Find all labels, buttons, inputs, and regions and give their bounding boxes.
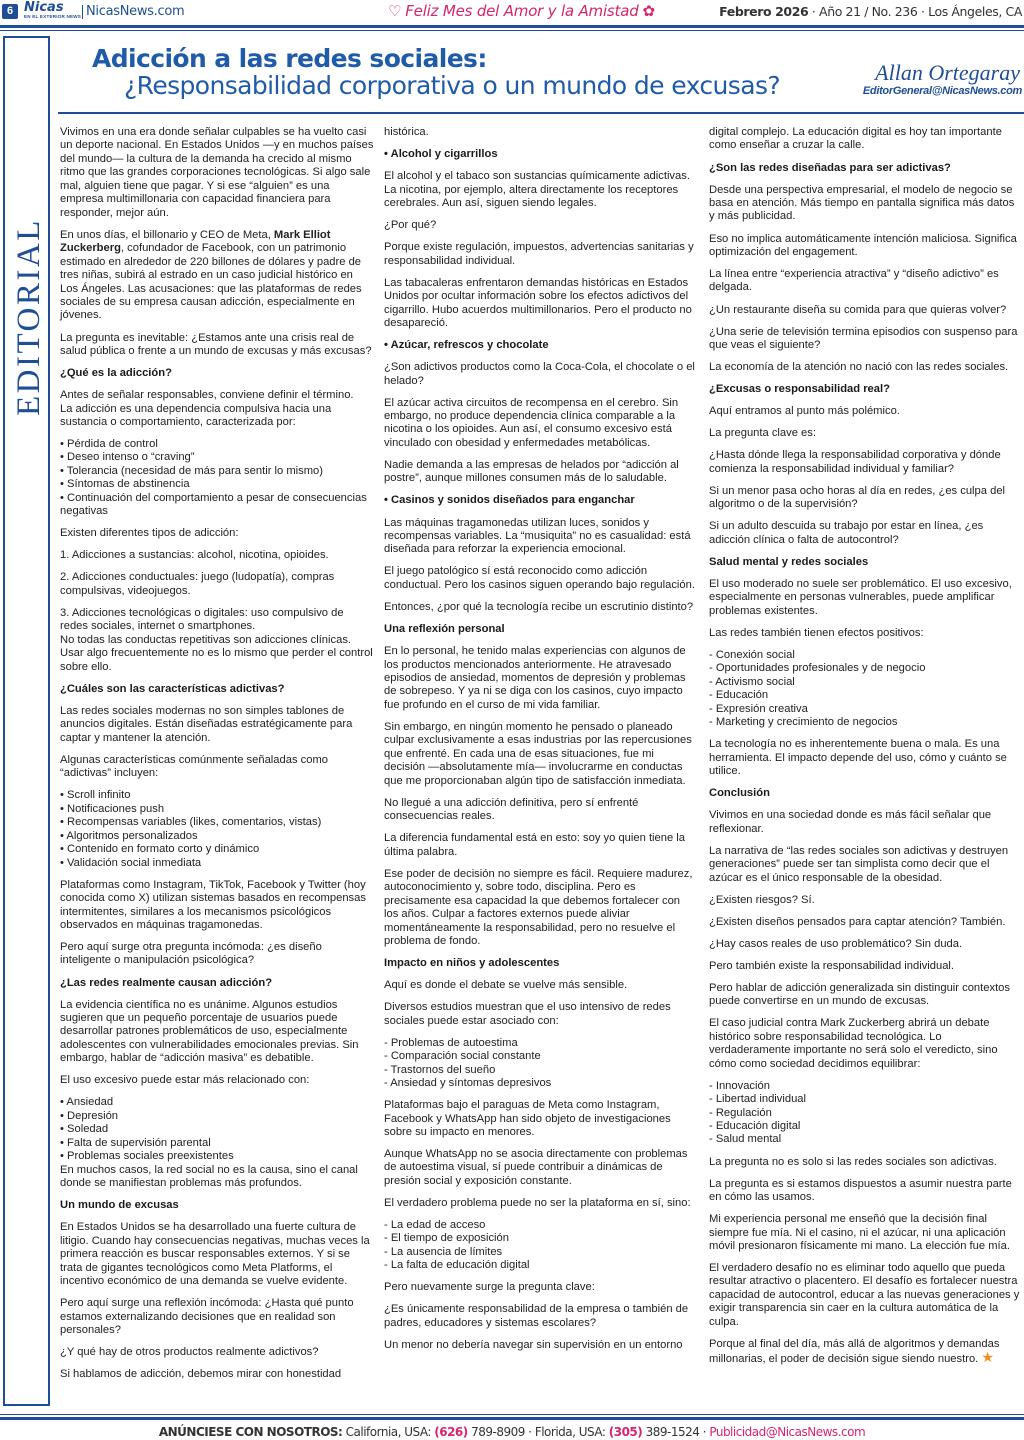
paragraph: ¿Hay casos reales de uso problemático? Sin duda. — [709, 937, 963, 950]
paragraph: La narrativa de “las redes sociales son adictivas y destruyen generaciones” puede ser tan simplista como decir que el azúcar es el único responsable de la obesidad. — [709, 844, 1009, 884]
paragraph: El verdadero desafío no es eliminar todo aquello que pueda resultar atractivo o placentero. El desafío es fortalecer nuestra capacidad de autocontrol, educar a las nuevas generaciones y exigir transparencia sin caer en la cultura automática de la culpa. — [709, 1262, 1020, 1328]
list-item: - Innovación — [709, 1079, 770, 1092]
list-item: - La ausencia de límites — [384, 1245, 503, 1258]
bullet-list — [60, 789, 374, 870]
paragraph: Entonces, ¿por qué la tecnología recibe un escrutinio distinto? — [384, 600, 694, 613]
paragraph: 3. Adicciones tecnológicas o digitales: uso compulsivo de redes sociales, internet o smartphones. — [60, 606, 344, 633]
list-item: - Marketing y crecimiento de negocios — [709, 716, 898, 729]
paragraph: El caso judicial contra Mark Zuckerberg abrirá un debate histórico sobre responsabilidad tecnológica. Lo verdaderamente importante no será solo el veredicto, sino cómo como sociedad decidimos equilibrar: — [709, 1017, 998, 1070]
paragraph: El verdadero problema puede no ser la plataforma en sí, sino: — [384, 1196, 691, 1209]
paragraph: El uso moderado no suele ser problemático. El uso excesivo, especialmente en personas vulnerables, puede amplificar problemas existentes. — [709, 577, 1012, 617]
advertising-footer — [0, 1425, 1024, 1439]
phone-area-code: (305) — [608, 1425, 643, 1439]
paragraph: Las máquinas tragamonedas utilizan luces, sonidos y recompensas variables. La “musiquita” no es casualidad: está diseñada para reforzar la experiencia emocional. — [384, 516, 691, 556]
person-name: Mark Elliot Zuckerberg — [60, 228, 331, 255]
list-item: - La edad de acceso — [384, 1219, 486, 1232]
issue-date: Febrero 2026 — [719, 4, 809, 19]
dash-list — [384, 1037, 697, 1091]
promo-banner — [388, 2, 655, 20]
paragraph: En lo personal, he tenido malas experiencias con algunos de los productos mencionados anteriormente. He atravesado episodios de ansiedad, momentos de depresión y problemas de sobrepeso. Y ya ni se diga con los casinos, cuyo impacto fue profundo en el curso de mi vida familiar. — [384, 645, 686, 711]
paragraph: La pregunta no es solo si las redes sociales son adictivas. — [709, 1155, 997, 1168]
flower-icon: ✿ — [642, 2, 655, 20]
list-item: - Libertad individual — [709, 1093, 807, 1106]
author-name: Allan Ortegaray — [875, 60, 1020, 85]
paragraph: ¿Existen diseños pensados para captar atención? También. — [709, 915, 1006, 928]
phone-area-code: (626) — [434, 1425, 468, 1439]
paragraph: Algunas características comúnmente señaladas como “adictivas” incluyen: — [60, 753, 329, 780]
paragraph: La pregunta clave es: — [709, 427, 816, 440]
paragraph: Las tabacaleras enfrentaron demandas históricas en Estados Unidos por ocultar información sobre los efectos adictivos del cigarrillo. Hubo acuerdos multimillonarios. Pero el producto no desapareció. — [384, 276, 692, 329]
paragraph: Eso no implica automáticamente intención maliciosa. Significa optimización del engagement. — [709, 232, 1017, 258]
paragraph: Mi experiencia personal me enseñó que la decisión final siempre fue mía. Ni el casino, ni el azúcar, ni una aplicación móvil presionaron físicamente mi mano. La elección fue mía. — [709, 1213, 1010, 1252]
paragraph: Aquí entramos al punto más polémico. — [709, 405, 900, 418]
paragraph: La economía de la atención no nació con las redes sociales. — [709, 361, 1009, 374]
paragraph: Ese poder de decisión no siempre es fácil. Requiere madurez, autoconocimiento y, sobre todo, disciplina. Pero es precisamente esa capacidad la que debemos fortalecer con los años. Culpar a factores externos puede aliviar momentáneamente la responsabilidad, pero no resuelve el problema de fondo. — [384, 867, 693, 948]
paragraph: Nadie demanda a las empresas de helados por “adicción al postre”, aunque millones consumen más de lo saludable. — [384, 458, 679, 485]
paragraph: ¿Y qué hay de otros productos realmente adictivos? — [60, 1346, 319, 1359]
paragraph — [709, 1338, 1022, 1367]
subheading: • Alcohol y cigarrillos — [384, 148, 498, 161]
headline-line-2: ¿Responsabilidad corporativa o un mundo de excusas? — [124, 71, 781, 100]
paragraph: Pero aquí surge una reflexión incómoda: ¿Hasta qué punto estamos externalizando decisiones que en realidad son personales? — [60, 1297, 354, 1337]
logo-subtitle: EN EL EXTERIOR NEWS — [24, 14, 82, 19]
paragraph: ¿Existen riesgos? Sí. — [709, 893, 815, 906]
list-item: • Recompensas variables (likes, comentarios, vistas) — [60, 816, 322, 829]
list-item: - Conexión social — [709, 648, 795, 661]
paragraph: El azúcar activa circuitos de recompensa en el cerebro. Sin embargo, no produce dependencia clínica comparable a la nicotina o los opioides. Aun así, el consumo excesivo está vinculado con obesidad y enfermedades metabólicas. — [384, 396, 679, 449]
subheading: • Azúcar, refrescos y chocolate — [384, 339, 549, 351]
page-header — [0, 0, 1024, 24]
paragraph: En muchos casos, la red social no es la causa, sino el canal donde se manifiestan problemas más profundos. — [60, 1163, 358, 1190]
subheading: Un mundo de excusas — [60, 1199, 179, 1212]
paragraph: Vivimos en una era donde señalar culpables se ha vuelto casi un deporte nacional. En Estados Unidos —y en muchos países del mundo— la cultura de la demanda ha crecido al mismo ritmo que las grandes corporaciones tecnológicas. Si algo sale mal, alguien tiene que pagar. Y si ese “alguien” es una empresa multimillonaria con capacidad financiera para responder, mejor aún. — [60, 126, 374, 219]
list-item: • Notificaciones push — [60, 802, 165, 815]
subheading: ¿Qué es la adicción? — [60, 367, 172, 380]
paragraph: Aunque WhatsApp no se asocia directamente con problemas de autoestima visual, sí puede contribuir a dinámicas de presión social y exposición constante. — [384, 1148, 688, 1187]
paragraph: Plataformas como Instagram, TikTok, Facebook y Twitter (hoy conocida como X) utilizan sistemas basados en recompensas intermitentes, similares a los mecanismos psicológicos observados en máquinas tragamonedas. — [60, 878, 366, 931]
paragraph: No llegué a una adicción definitiva, pero sí enfrenté consecuencias reales. — [384, 796, 639, 823]
end-star-icon: ★ — [981, 1349, 994, 1366]
list-item: - Oportunidades profesionales y de negocio — [709, 662, 926, 675]
paragraph — [60, 229, 374, 323]
list-item: • Depresión — [60, 1109, 119, 1122]
subheading: ¿Las redes realmente causan adicción? — [60, 976, 273, 989]
subheading: ¿Son las redes diseñadas para ser adictivas? — [709, 161, 951, 174]
paragraph: Si un menor pasa ocho horas al día en redes, ¿es culpa del algoritmo o de la supervisión? — [709, 484, 1006, 511]
paragraph: histórica. — [384, 126, 429, 138]
paragraph: ¿Una serie de televisión termina episodios con suspenso para que veas el siguiente? — [709, 325, 1018, 351]
list-item: - Regulación — [709, 1106, 772, 1119]
list-item: • Tolerancia (necesidad de más para sentir lo mismo) — [60, 464, 324, 477]
paragraph: La tecnología no es inherentemente buena o mala. Es una herramienta. El impacto depende del uso, cómo y cuánto se utilice. — [709, 738, 1007, 777]
list-item: • Deseo intenso o “craving” — [60, 451, 195, 464]
subheading: Conclusión — [709, 787, 770, 800]
list-item: • Continuación del comportamiento a pesar de consecuencias negativas — [60, 491, 367, 518]
paragraph: La evidencia científica no es unánime. Algunos estudios sugieren que un pequeño porcentaje de usuarios puede desarrollar patrones problemáticos de uso, especialmente adolescentes con vulnerabilidades emocionales previas. Sin embargo, hablar de “adicción masiva” es debatible. — [60, 998, 359, 1065]
nicas-logo[interactable] — [24, 2, 80, 22]
paragraph: La pregunta es inevitable: ¿Estamos ante una crisis real de salud pública o frente a un mundo de excusas y más excusas? — [60, 331, 372, 357]
list-item: - Activismo social — [709, 675, 795, 688]
list-item: • Ansiedad — [60, 1096, 114, 1109]
paragraph: El juego patológico sí está reconocido como adicción conductual. Pero los casinos siguen operando bajo regulación. — [384, 565, 695, 591]
list-item: • Algoritmos personalizados — [60, 829, 198, 842]
paragraph: 1. Adicciones a sustancias: alcohol, nicotina, opioides. — [60, 549, 329, 562]
paragraph: El alcohol y el tabaco son sustancias químicamente adictivas. La nicotina, por ejemplo, altera directamente los receptores cerebrales. Aun así, siguen siendo legales. — [384, 170, 690, 209]
paragraph: No todas las conductas repetitivas son adicciones clínicas. Usar algo frecuentemente no es lo mismo que perder el control sobre ello. — [60, 633, 373, 673]
subheading: ¿Cuáles son las características adictivas? — [60, 682, 285, 695]
paragraph: Existen diferentes tipos de adicción: — [60, 527, 239, 540]
paragraph: El uso excesivo puede estar más relacionado con: — [60, 1074, 310, 1087]
list-item: • Validación social inmediata — [60, 856, 202, 869]
dash-list — [384, 1219, 697, 1273]
author-email-link[interactable]: EditorGeneral@NicasNews.com — [862, 85, 1022, 97]
paragraph: Aquí es donde el debate se vuelve más sensible. — [384, 979, 628, 992]
closing-text: Porque al final del día, más allá de algoritmos y demandas millonarias, el poder de decisión sigue siendo nuestro. — [709, 1337, 1000, 1366]
list-item: - Problemas de autoestima — [384, 1036, 518, 1049]
paragraph: La pregunta es si estamos dispuestos a asumir nuestra parte en cómo las usamos. — [709, 1177, 1012, 1203]
paragraph: Si un adulto descuida su trabajo por estar en línea, ¿es adicción clínica o falta de autocontrol? — [709, 520, 984, 546]
list-item: • Scroll infinito — [60, 789, 131, 802]
heart-icon: ♡ — [388, 2, 402, 20]
headline-rule — [58, 112, 1024, 114]
header-rule-thick — [0, 25, 1024, 28]
list-item: - Salud mental — [709, 1133, 782, 1146]
list-item: • Pérdida de control — [60, 438, 158, 451]
subheading: Una reflexión personal — [384, 623, 505, 635]
page-number: 6 — [2, 4, 18, 19]
dash-list — [709, 1080, 1022, 1147]
paragraph: Diversos estudios muestran que el uso intensivo de redes sociales puede estar asociado con: — [384, 1001, 671, 1027]
list-item: • Soledad — [60, 1123, 109, 1136]
list-item: - El tiempo de exposición — [384, 1232, 509, 1245]
paragraph: La línea entre “experiencia atractiva” y “diseño adictivo” es delgada. — [709, 268, 999, 294]
footer-label: ANÚNCIESE CON NOSOTROS: — [158, 1425, 343, 1439]
promo-text: Feliz Mes del Amor y la Amistad — [405, 2, 639, 20]
subheading: Salud mental y redes sociales — [709, 555, 869, 568]
list-item: • Síntomas de abstinencia — [60, 478, 190, 491]
list-item: - Educación digital — [709, 1120, 801, 1132]
paragraph: Si hablamos de adicción, debemos mirar con honestidad — [60, 1368, 342, 1381]
paragraph: ¿Por qué? — [384, 219, 437, 232]
header-divider — [82, 5, 83, 19]
list-item: • Contenido en formato corto y dinámico — [60, 843, 260, 856]
paragraph: Las redes sociales modernas no son simples tablones de anuncios digitales. Están diseñadas estratégicamente para captar y mantener la atención. — [60, 704, 353, 744]
paragraph: digital complejo. La educación digital es hoy tan importante como enseñar a cruzar la calle. — [709, 126, 1002, 152]
paragraph: Pero también existe la responsabilidad individual. — [709, 959, 955, 972]
column-3 — [709, 126, 1022, 1375]
subheading: Impacto en niños y adolescentes — [384, 957, 560, 970]
section-label: EDITORIAL — [11, 218, 47, 416]
header-rule-thin — [0, 30, 1024, 31]
paragraph: Antes de señalar responsables, conviene definir el término. — [60, 389, 354, 402]
list-item: - Expresión creativa — [709, 702, 808, 715]
phone-number[interactable]: 389-1524 · — [642, 1425, 710, 1439]
subheading: • Casinos y sonidos diseñados para enganchar — [384, 494, 635, 507]
list-item: - Comparación social constante — [384, 1050, 541, 1063]
footer-text: California, USA: — [342, 1425, 435, 1439]
section-strip — [3, 36, 50, 1406]
list-item: • Falta de supervisión parental — [60, 1136, 211, 1149]
paragraph: Pero hablar de adicción generalizada sin distinguir contextos puede convertirse en un mundo de excusas. — [709, 981, 1011, 1008]
paragraph: ¿Un restaurante diseña su comida para que quieras volver? — [709, 303, 1007, 316]
advertising-email-link[interactable]: Publicidad@NicasNews.com — [709, 1425, 866, 1439]
paragraph: ¿Es únicamente responsabilidad de la empresa o también de padres, educadores y sistemas escolares? — [384, 1303, 689, 1329]
list-item: - Ansiedad y síntomas depresivos — [384, 1077, 552, 1090]
paragraph: Pero aquí surge otra pregunta incómoda: ¿es diseño inteligente o manipulación psicológica? — [60, 941, 322, 967]
bullet-list — [60, 1096, 374, 1163]
paragraph: Pero nuevamente surge la pregunta clave: — [384, 1281, 595, 1294]
headline-line-1: Adicción a las redes sociales: — [92, 44, 487, 73]
paragraph: La diferencia fundamental está en esto: soy yo quien tiene la última palabra. — [384, 832, 686, 858]
text-run: , cofundador de Facebook, con un patrimonio estimado en alrededor de 220 billones de dólares y padre de tres niñas, subirá al estrado en un caso judicial histórico en Los Ángeles. Las acusaciones: que las plataformas de redes sociales de su empresa causan adicción, especialmente en jóvenes. — [60, 242, 362, 322]
site-name-link[interactable]: NicasNews.com — [86, 4, 185, 19]
logo-text: Nicas — [24, 0, 64, 15]
paragraph: Desde una perspectiva empresarial, el modelo de negocio se basa en atención. Más tiempo en pantalla significa más datos y más publicidad. — [709, 183, 1015, 223]
paragraph: 2. Adicciones conductuales: juego (ludopatía), compras compulsivas, videojuegos. — [60, 571, 335, 597]
paragraph: Porque existe regulación, impuestos, advertencias sanitarias y responsabilidad individual. — [384, 241, 694, 267]
paragraph: Plataformas bajo el paraguas de Meta como Instagram, Facebook y WhatsApp han sido objeto de investigaciones sobre su impacto en menores. — [384, 1099, 671, 1138]
list-item: • Problemas sociales preexistentes — [60, 1150, 234, 1163]
issue-info — [719, 4, 1022, 19]
paragraph: La adicción es una dependencia compulsiva hacia una sustancia o comportamiento, caracterizada por: — [60, 402, 332, 428]
footer-rule-thick — [0, 1417, 1024, 1420]
paragraph: ¿Hasta dónde llega la responsabilidad corporativa y dónde comienza la responsabilidad individual y familiar? — [709, 449, 1001, 475]
list-item: - Trastornos del sueño — [384, 1063, 496, 1076]
text-run: En unos días, el billonario y CEO de Meta, — [60, 228, 274, 241]
list-item: - La falta de educación digital — [384, 1259, 530, 1272]
paragraph: Sin embargo, en ningún momento he pensado o planeado culpar exclusivamente a esas industrias por las repercusiones que enfrenté. En cada una de esas situaciones, fue mi decisión —absolutamente mía— involucrarme en conductas que me proporcionaban algún tipo de satisfacción inmediata. — [384, 720, 692, 787]
paragraph: ¿Son adictivos productos como la Coca-Cola, el chocolate o el helado? — [384, 361, 695, 387]
paragraph: Las redes también tienen efectos positivos: — [709, 626, 924, 639]
footer-rule-thin — [0, 1414, 1024, 1415]
phone-number[interactable]: 789-8909 · Florida, USA: — [467, 1425, 609, 1439]
column-1 — [60, 126, 374, 1390]
subheading: ¿Excusas o responsabilidad real? — [709, 383, 890, 396]
paragraph: En Estados Unidos se ha desarrollado una fuerte cultura de litigio. Cuando hay consecuencias negativas, muchas veces la primera reacción es buscar responsables externos. Y si se trata de gigantes tecnológicos como Meta Platforms, el incentivo económico de una demanda se vuelve evidente. — [60, 1221, 370, 1288]
issue-details: · Año 21 / No. 236 · Los Ángeles, CA — [808, 4, 1022, 19]
paragraph: Vivimos en una sociedad donde es más fácil señalar que reflexionar. — [709, 809, 992, 835]
column-2 — [384, 126, 697, 1361]
dash-list — [709, 649, 1022, 730]
bullet-list — [60, 438, 374, 519]
paragraph: Un menor no debería navegar sin supervisión en un entorno — [384, 1338, 683, 1351]
list-item: - Educación — [709, 689, 769, 702]
